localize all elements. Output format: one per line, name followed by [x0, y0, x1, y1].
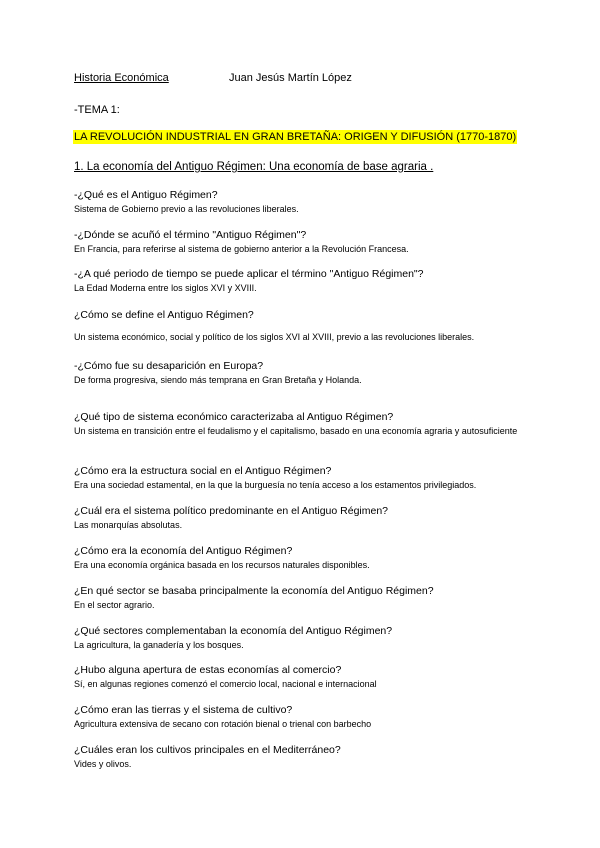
answer: La agricultura, la ganadería y los bosques. — [74, 640, 244, 650]
qa-item — [74, 704, 534, 731]
subject-title: Historia Económica — [74, 72, 169, 84]
question: ¿Qué sectores complementaban la economía del Antiguo Régimen? — [74, 625, 393, 637]
qa-item — [74, 411, 534, 438]
qa-item — [74, 585, 534, 612]
qa-item — [74, 229, 534, 256]
answer: De forma progresiva, siendo más temprana en Gran Bretaña y Holanda. — [74, 375, 362, 385]
tema-label: -TEMA 1: — [74, 104, 120, 116]
answer: Sistema de Gobierno previo a las revoluciones liberales. — [74, 204, 299, 214]
question: -¿Cómo fue su desaparición en Europa? — [74, 360, 264, 372]
qa-item — [74, 744, 534, 771]
qa-item — [74, 309, 534, 344]
answer: Un sistema en transición entre el feudalismo y el capitalismo, basado en una economía agraria y autosuficiente — [74, 426, 518, 436]
question: -¿Qué es el Antiguo Régimen? — [74, 189, 218, 201]
answer: Las monarquías absolutas. — [74, 520, 183, 530]
qa-item — [74, 664, 534, 691]
question: ¿Cómo eran las tierras y el sistema de cultivo? — [74, 704, 293, 716]
answer: Agricultura extensiva de secano con rotación bienal o trienal con barbecho — [74, 719, 372, 729]
answer: La Edad Moderna entre los siglos XVI y XVIII. — [74, 283, 257, 293]
question: ¿Cuáles eran los cultivos principales en el Mediterráneo? — [74, 744, 341, 756]
qa-item — [74, 268, 534, 295]
question: ¿Cómo era la estructura social en el Antiguo Régimen? — [74, 465, 332, 477]
answer: Era una economía orgánica basada en los recursos naturales disponibles. — [74, 560, 370, 570]
question: ¿Cómo era la economía del Antiguo Régimen? — [74, 545, 293, 557]
qa-item — [74, 360, 534, 387]
document-header — [74, 72, 352, 84]
answer: Sí, en algunas regiones comenzó el comercio local, nacional e internacional — [74, 679, 377, 689]
answer: En el sector agrario. — [74, 600, 155, 610]
highlighted-title: LA REVOLUCIÓN INDUSTRIAL EN GRAN BRETAÑA: ORIGEN Y DIFUSIÓN (1770-1870) — [74, 131, 517, 143]
qa-item — [74, 545, 534, 572]
answer: En Francia, para referirse al sistema de gobierno anterior a la Revolución Francesa. — [74, 244, 409, 254]
question: ¿Cómo se define el Antiguo Régimen? — [74, 309, 254, 321]
question: ¿Hubo alguna apertura de estas economías al comercio? — [74, 664, 342, 676]
author-name: Juan Jesús Martín López — [229, 72, 352, 84]
answer: Vides y olivos. — [74, 759, 132, 769]
question: -¿A qué periodo de tiempo se puede aplicar el término "Antiguo Régimen"? — [74, 268, 424, 280]
answer: Era una sociedad estamental, en la que la burguesía no tenía acceso a los estamentos privilegiados. — [74, 480, 477, 490]
qa-item — [74, 189, 534, 216]
qa-item — [74, 625, 534, 652]
question: ¿Cuál era el sistema político predominante en el Antiguo Régimen? — [74, 505, 389, 517]
qa-item — [74, 505, 534, 532]
question: -¿Dónde se acuñó el término "Antiguo Régimen"? — [74, 229, 307, 241]
question: ¿En qué sector se basaba principalmente la economía del Antiguo Régimen? — [74, 585, 434, 597]
answer: Un sistema económico, social y político de los siglos XVI al XVIII, previo a las revoluciones liberales. — [74, 332, 475, 342]
section-heading: 1. La economía del Antiguo Régimen: Una economía de base agraria . — [74, 161, 434, 173]
question: ¿Qué tipo de sistema económico caracterizaba al Antiguo Régimen? — [74, 411, 394, 423]
qa-item — [74, 465, 534, 492]
